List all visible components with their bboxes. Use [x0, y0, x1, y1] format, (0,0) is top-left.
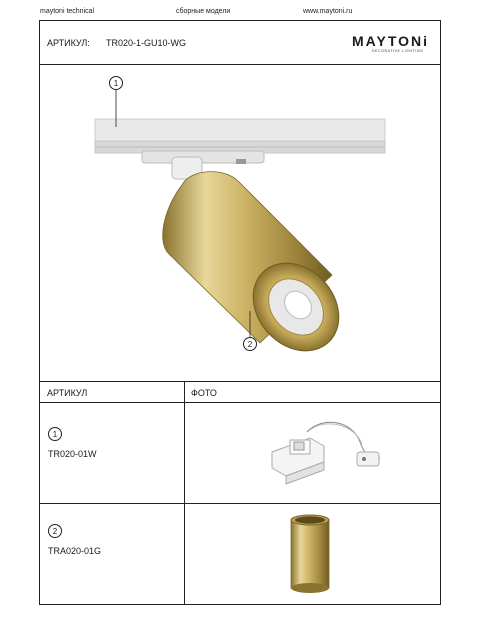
- white-adapter-photo: [262, 412, 402, 492]
- article-label: АРТИКУЛ:: [47, 38, 90, 48]
- callout-2: 2: [243, 337, 257, 351]
- row-2-number: 2: [48, 524, 62, 538]
- gold-cylinder-photo: [285, 510, 335, 596]
- callout-1: 1: [109, 76, 123, 90]
- table-header-photo: ФОТО: [191, 388, 217, 398]
- table-top-border: [39, 381, 441, 382]
- row-1-number: 1: [48, 427, 62, 441]
- table-header-border: [39, 402, 441, 403]
- brand-logo-sub: DECORATIVE LIGHTING: [372, 49, 424, 53]
- track-rail: [95, 119, 385, 153]
- table-row-divider: [39, 503, 441, 504]
- brand-logo: MAYTONi: [352, 33, 430, 49]
- header-right: www.maytoni.ru: [303, 8, 353, 15]
- table-header-article: АРТИКУЛ: [47, 388, 88, 398]
- header-left: maytoni technical: [40, 8, 95, 15]
- row-2-article: TRA020-01G: [48, 546, 102, 556]
- header-center: сборные модели: [176, 8, 231, 15]
- article-code: TR020-1-GU10-WG: [106, 38, 187, 48]
- gold-spotlight: [163, 172, 357, 368]
- row-1-article: TR020-01W: [48, 449, 97, 459]
- table-column-divider: [184, 381, 185, 605]
- product-drawing: [40, 65, 440, 381]
